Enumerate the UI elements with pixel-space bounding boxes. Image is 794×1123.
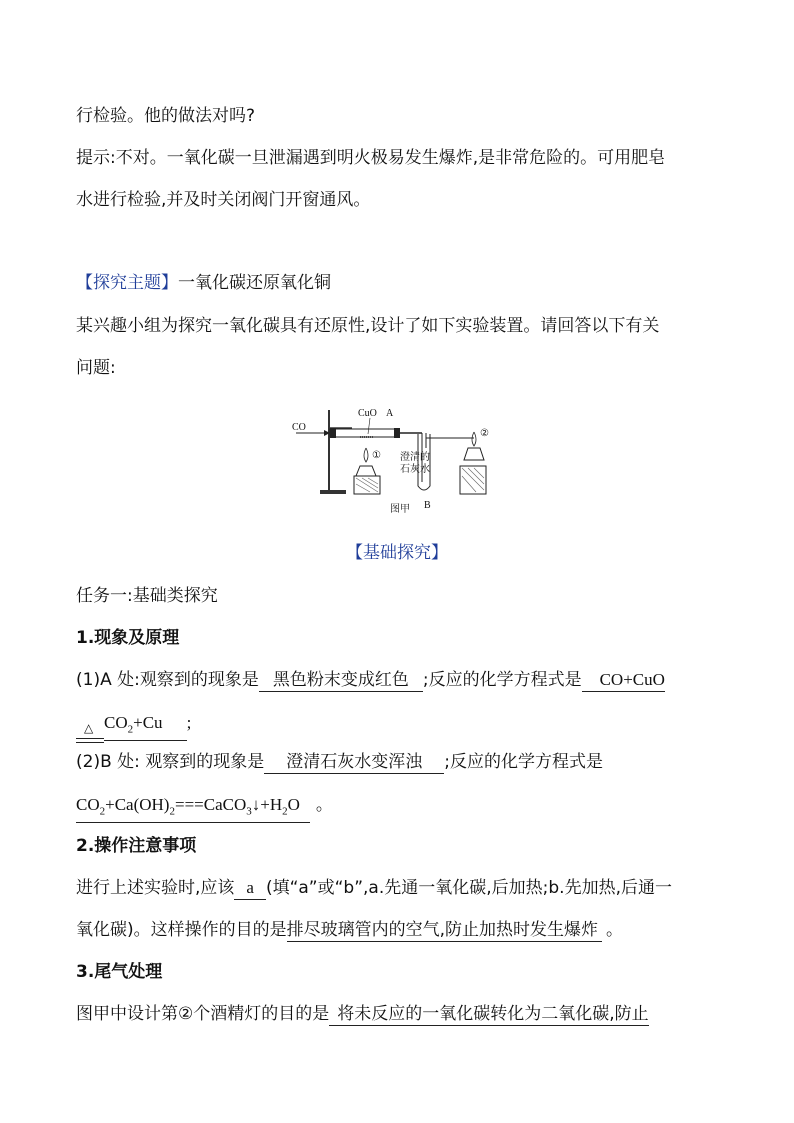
q1-prefix: (1)A 处:观察到的现象是 bbox=[76, 670, 259, 690]
q2-end: 。 bbox=[315, 795, 333, 814]
q2-sub-a: 2 bbox=[99, 805, 106, 818]
intro-line: 某兴趣小组为探究一氧化碳具有还原性,设计了如下实验装置。请回答以下有关 bbox=[76, 316, 660, 336]
op-answer: a bbox=[234, 877, 266, 900]
heat-line-2 bbox=[76, 742, 104, 743]
q1-end: ; bbox=[186, 713, 192, 732]
text-line: 行检验。他的做法对吗? bbox=[76, 106, 256, 126]
explore-theme bbox=[76, 271, 331, 295]
q2-eq-caco: ===CaCO bbox=[174, 795, 247, 814]
q2-sub-b: 2 bbox=[169, 805, 175, 818]
question-1 bbox=[76, 668, 665, 692]
q2-eq-o: O bbox=[287, 795, 300, 814]
question-2 bbox=[76, 750, 603, 774]
heat-line bbox=[76, 738, 104, 739]
operation-line-2 bbox=[76, 918, 623, 942]
stopper-right bbox=[394, 428, 400, 438]
q2-mid: ;反应的化学方程式是 bbox=[444, 752, 604, 772]
op-end: 。 bbox=[606, 920, 624, 940]
cuo-label: CuO bbox=[358, 408, 377, 419]
heading-exhaust: 3.尾气处理 bbox=[76, 962, 163, 982]
op-purpose-answer: 排尽玻璃管内的空气,防止加热时发生爆炸 bbox=[287, 919, 602, 942]
op-prefix: 进行上述实验时,应该 bbox=[76, 878, 235, 898]
co-label: CO bbox=[292, 422, 306, 433]
theme-title: 一氧化碳还原氧化铜 bbox=[178, 273, 331, 293]
q2-eq-caoh: +Ca(OH) bbox=[105, 795, 170, 814]
op-rest: (填“a”或“b”,a.先通一氧化碳,后加热;b.先加热,后通一 bbox=[265, 878, 672, 898]
q2-eq-h: ↓+H bbox=[251, 795, 283, 814]
exhaust-line bbox=[76, 1002, 649, 1026]
limewater-label-2: 石灰水 bbox=[400, 464, 430, 475]
heading-operation: 2.操作注意事项 bbox=[76, 836, 197, 856]
op-purpose-prefix: 氧化碳)。这样操作的目的是 bbox=[76, 920, 287, 940]
operation-line bbox=[76, 876, 672, 900]
q2-sub-c: 3 bbox=[246, 805, 252, 818]
q2-answer: 澄清石灰水变浑浊 bbox=[264, 751, 444, 774]
q1-equation-start: CO+CuO bbox=[582, 669, 665, 692]
q1-prod-co: CO bbox=[104, 713, 128, 732]
hint-line-continued: 水进行检验,并及时关闭阀门开窗通风。 bbox=[76, 190, 371, 210]
q2-equation bbox=[76, 794, 310, 823]
apparatus-figure bbox=[290, 404, 510, 516]
alcohol-lamp-1 bbox=[356, 466, 376, 476]
section-title: 【基础探究】 bbox=[346, 543, 448, 563]
lamp1-label: ① bbox=[372, 450, 381, 461]
figure-caption: 图甲 bbox=[390, 504, 410, 515]
q1-answer: 黑色粉末变成红色 bbox=[259, 669, 423, 692]
q2-sub-d: 2 bbox=[282, 805, 288, 818]
limewater-label-1: 澄清的 bbox=[400, 452, 430, 463]
question-1-equation bbox=[76, 711, 191, 741]
glass-tube-a bbox=[330, 429, 396, 437]
heat-triangle: △ bbox=[84, 721, 94, 735]
q1-products bbox=[104, 712, 187, 741]
cuo-pointer bbox=[368, 418, 370, 434]
tail-answer: 将未反应的一氧化碳转化为二氧化碳,防止 bbox=[329, 1003, 648, 1026]
task-label: 任务一:基础类探究 bbox=[76, 586, 218, 606]
question-2-equation bbox=[76, 793, 333, 823]
theme-tag: 【探究主题】 bbox=[76, 273, 178, 293]
heading-phenomena: 1.现象及原理 bbox=[76, 628, 180, 648]
q2-prefix: (2)B 处: 观察到的现象是 bbox=[76, 752, 265, 772]
b-label: B bbox=[424, 500, 431, 511]
q1-mid: ;反应的化学方程式是 bbox=[422, 670, 582, 690]
flame-1 bbox=[364, 448, 368, 462]
tail-prefix: 图甲中设计第②个酒精灯的目的是 bbox=[76, 1004, 330, 1024]
alcohol-lamp-2 bbox=[464, 448, 484, 460]
q1-prod-cu: +Cu bbox=[133, 713, 163, 732]
stand-base bbox=[320, 490, 346, 494]
flame-2 bbox=[472, 432, 476, 446]
a-label: A bbox=[386, 408, 394, 419]
intro-line-continued: 问题: bbox=[76, 358, 116, 378]
hint-line: 提示:不对。一氧化碳一旦泄漏遇到明火极易发生爆炸,是非常危险的。可用肥皂 bbox=[76, 148, 666, 168]
lamp2-label: ② bbox=[480, 428, 489, 439]
stopper-left bbox=[330, 428, 336, 438]
q2-eq-co: CO bbox=[76, 795, 100, 814]
q1-sub-2: 2 bbox=[127, 723, 134, 736]
